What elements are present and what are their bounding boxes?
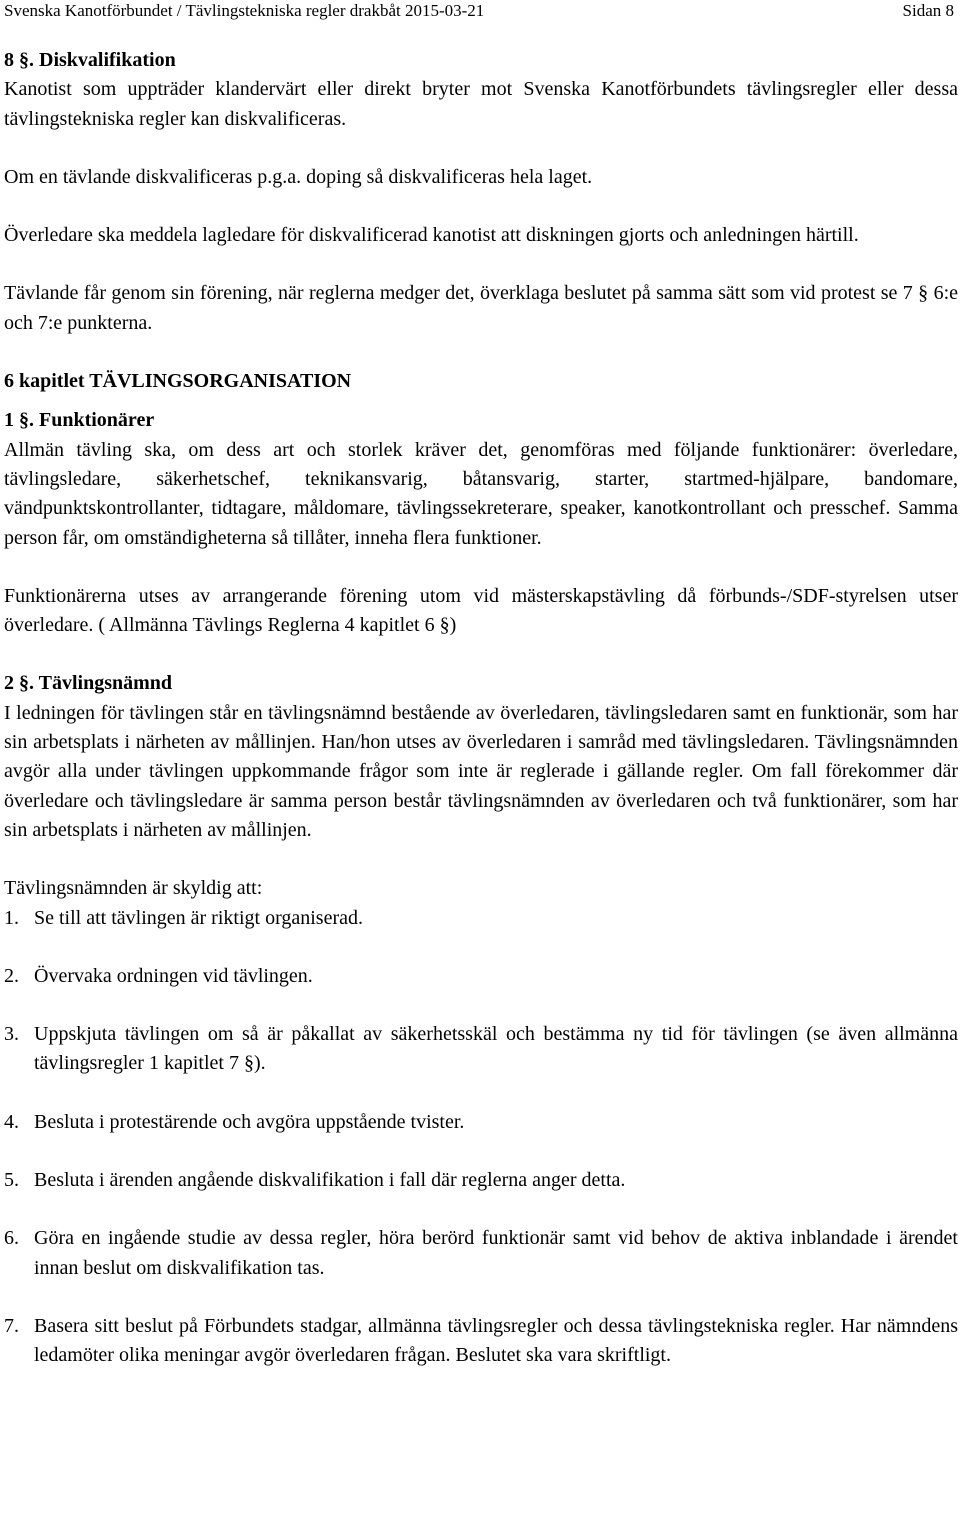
list-item-text: Basera sitt beslut på Förbundets stadgar, allmänna tävlingsregler och dessa tävlingstekniska regler. Har nämndens ledamöter olika meningar avgör överledaren frågan. Beslutet ska vara skriftligt.: [34, 1314, 958, 1367]
section-8-heading: [4, 46, 958, 75]
duties-list: [4, 904, 958, 1371]
section-2-paragraph-1: I ledningen för tävlingen står en tävlingsnämnd bestående av överledaren, tävlingsledaren samt en funktionär, som har sin arbetsplats i närheten av mållinjen. Han/hon utses av överledaren i samråd med tävlingsledaren. Tävlingsnämnden avgör alla under tävlingen uppkommande frågor som inte är reglerade i gällande regler. Om fall förekommer där överledare och tävlingsledare är samma person består tävlingsnämnden av överledaren och två funktionärer, som har sin arbetsplats i närheten av mållinjen.: [4, 701, 958, 841]
list-item: [4, 1020, 958, 1079]
section-8-paragraph-3: Överledare ska meddela lagledare för diskvalificerad kanotist att diskningen gjorts och anledningen härtill.: [4, 224, 859, 247]
list-item-text: Uppskjuta tävlingen om så är påkallat av säkerhetsskäl och bestämma ny tid för tävlingen (se även allmänna tävlingsregler 1 kapitlet 7 §).: [34, 1023, 958, 1075]
list-item-text: Besluta i protestärende och avgöra uppstående tvister.: [34, 1110, 465, 1133]
list-item: [4, 1108, 958, 1137]
section-1-heading: [4, 406, 958, 435]
section-8-number: 8 §.: [4, 49, 34, 71]
header-title: Svenska Kanotförbundet / Tävlingstekniska regler drakbåt 2015-03-21: [4, 1, 485, 20]
section-1-paragraph-1: Allmän tävling ska, om dess art och storlek kräver det, genomföras med följande funktionärer: överledare, tävlingsledare, säkerhetschef, teknikansvarig, båtansvarig, starter, startmed-hjälpare, bandomare, vändpunktskontrollanter, tidtagare, måldomare, tävlingssekreterare, speaker, kanotkontrollant och presschef. Samma person får, om omständigheterna så tillåter, inneha flera funktioner.: [4, 438, 958, 549]
section-2-number: 2 §.: [4, 672, 34, 695]
section-1-number: 1 §.: [4, 409, 34, 432]
section-2-intro: Tävlingsnämnden är skyldig att:: [4, 877, 263, 900]
list-item-text: Övervaka ordningen vid tävlingen.: [34, 964, 313, 987]
list-item-text: Besluta i ärenden angående diskvalifikation i fall där reglerna anger detta.: [34, 1169, 626, 1192]
section-2-heading: [4, 669, 958, 698]
list-item-number: 1.: [4, 906, 19, 929]
list-item-text: Göra en ingående studie av dessa regler, höra berörd funktionär samt vid behov de aktiva inblandade i ärendet innan beslut om diskvalifikation tas.: [34, 1227, 958, 1279]
section-8-paragraph-4: Tävlande får genom sin förening, när reglerna medger det, överklaga beslutet på samma sätt som vid protest se 7 § 6:e och 7:e punkterna.: [4, 282, 958, 334]
section-8-paragraph-1: Kanotist som uppträder klandervärt eller direkt bryter mot Svenska Kanotförbundets tävlingsregler eller dessa tävlingstekniska regler kan diskvalificeras.: [4, 78, 958, 130]
list-item: [4, 904, 958, 933]
page-header: [4, 0, 954, 22]
list-item-number: 4.: [4, 1110, 19, 1133]
section-2-title: Tävlingsnämnd: [38, 672, 173, 695]
chapter-heading: 6 kapitlet TÄVLINGSORGANISATION: [4, 370, 352, 393]
list-item: [4, 1312, 958, 1371]
section-8-title: Diskvalifikation: [39, 49, 176, 71]
list-item-number: 5.: [4, 1169, 19, 1192]
list-item: [4, 1166, 958, 1195]
page-content: [4, 46, 958, 1371]
list-item-number: 6.: [4, 1227, 19, 1250]
page-number: Sidan 8: [902, 1, 954, 20]
list-item-text: Se till att tävlingen är riktigt organiserad.: [34, 906, 363, 929]
list-item: [4, 1224, 958, 1283]
list-item-number: 2.: [4, 964, 19, 987]
section-1-title: Funktionärer: [39, 409, 155, 432]
section-1-paragraph-2: Funktionärerna utses av arrangerande förening utom vid mästerskapstävling då förbunds-/SDF-styrelsen utser överledare. ( Allmänna Tävlings Reglerna 4 kapitlet 6 §): [4, 584, 958, 637]
list-item-number: 7.: [4, 1314, 19, 1337]
list-item-number: 3.: [4, 1023, 19, 1046]
list-item: [4, 962, 958, 991]
section-8-paragraph-2: Om en tävlande diskvalificeras p.g.a. doping så diskvalificeras hela laget.: [4, 165, 593, 188]
